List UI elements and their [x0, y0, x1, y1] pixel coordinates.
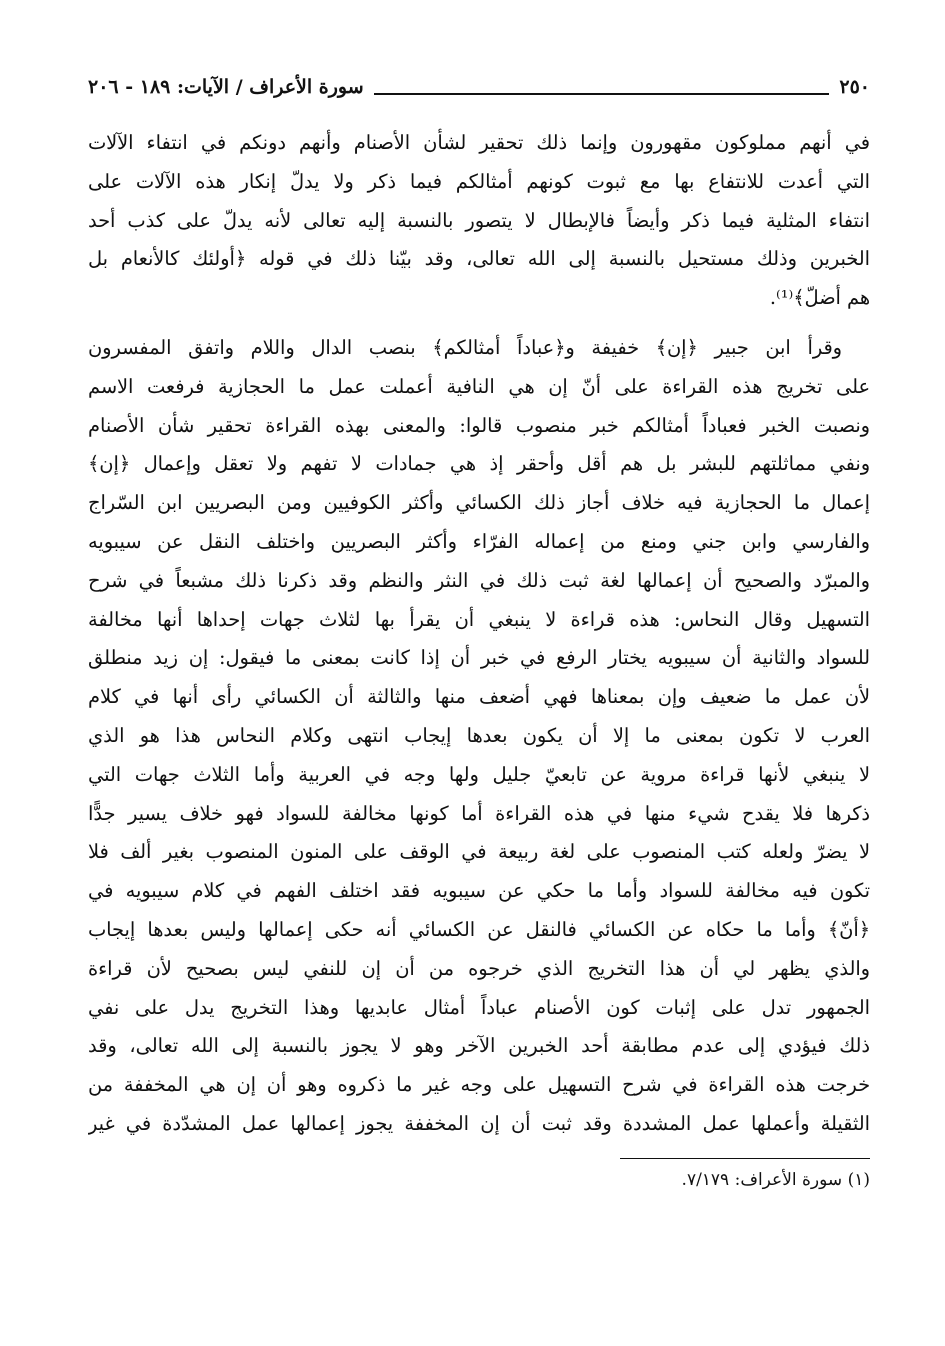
- text-line: في أنهم مملوكون مقهورون وإنما ذلك تحقير لشأن الأصنام وأنهم دونكم في انتفاء الآلات: [88, 131, 870, 154]
- text-line: والذي يظهر لي أن هذا التخريج الذي خرجوه من أن إن للنفي ليس بصحيح لأن قراءة: [88, 956, 870, 980]
- text-line: لأن عمل ما ضعيف وإن بمعناها فهي أضعف منها والثالثة أن الكسائي رأى أنها في كلام: [88, 685, 870, 709]
- text-line: إعمال ما الحجازية فيه خلاف أجاز ذلك الكسائي وأكثر الكوفيين ومن البصريين ابن السّراج: [88, 491, 870, 515]
- text-line: وقرأ ابن جبير ﴿إن﴾ خفيفة و﴿عباداً أمثالكم﴾ بنصب الدال واللام واتفق المفسرون: [88, 335, 842, 359]
- header-rule: [374, 93, 830, 95]
- footnote-rule: [620, 1158, 870, 1159]
- paragraph-2: [88, 329, 870, 1144]
- text-line: ﴿أنّ﴾ وأما ما حكاه عن الكسائي فالنقل عن الكسائي أنه حكى إعمالها وليس بعدها إيجاب: [88, 917, 870, 941]
- text-line: خرجت هذه القراءة في شرح التسهيل على وجه غير ما ذكروه وهو أن إن هي المخففة من: [88, 1073, 870, 1097]
- text-line: التي أعدت للانتفاع بها مع ثبوت كونهم أمثالكم فيما ذكر ولا يدلّ إنكار هذه الآلات على: [88, 169, 870, 193]
- text-line: هم أضلّ﴾⁽¹⁾.: [769, 286, 870, 310]
- text-line: ذكرها فلا يقدح شيء منها في هذه القراءة أما كونها مخالفة للسواد فهو خلاف يسير جدًّا: [88, 801, 870, 825]
- running-header: [88, 72, 870, 102]
- text-line: على تخريج هذه القراءة على أنّ إن هي النافية أعملت عمل ما الحجازية فرفعت الاسم: [88, 374, 870, 398]
- text-line: ونفي مماثلتهم للبشر بل هم أقل وأحقر إذ هي جمادات لا تفهم ولا تعقل وإعمال ﴿إن﴾: [88, 452, 870, 476]
- surah-title: سورة الأعراف / الآيات: ١٨٩ - ٢٠٦: [88, 76, 364, 98]
- text-line: انتفاء المثلية فيما ذكر وأيضاً فالإبطال لا يتصور بالنسبة إليه تعالى لأنه يدلّ على كذب أحد: [88, 208, 870, 232]
- text-line: الخبرين وذلك مستحيل بالنسبة إلى الله تعالى، وقد بيّنا ذلك في قوله ﴿أولئك كالأنعام بل: [88, 247, 870, 271]
- text-line: ذلك فيؤدي إلى عدم مطابقة أحد الخبرين الآخر وهو لا يجوز بالنسبة إلى الله تعالى، وقد: [88, 1034, 870, 1058]
- page: [88, 72, 870, 1195]
- text-line: العرب لا تكون بمعنى ما إلا أن يكون بعدها إيجاب انتهى وكلام النحاس هذا هو الذي: [88, 723, 870, 747]
- text-line: تكون فيه مخالفة للسواد وأما ما حكي عن سيبويه فقد اختلف الفهم في كلام سيبويه في: [88, 879, 870, 903]
- text-line: ونصبت الخبر فعباداً أمثالكم خبر منصوب قالوا: والمعنى بهذه القراءة تحقير شأن الأصنام: [88, 413, 870, 437]
- text-line: لا ينبغي لأنها قراءة مروية عن تابعيّ جليل ولها وجه في العربية وأما الثلاث جهات التي: [88, 762, 870, 786]
- paragraph-gap: [88, 318, 870, 329]
- text-line: الجمهور تدل على إثبات كون الأصنام عباداً أمثال عابديها وهذا التخريج يدل على نفي: [88, 995, 870, 1019]
- page-number: ٢٥٠: [839, 76, 870, 98]
- text-line: التسهيل وقال النحاس: هذه قراءة لا ينبغي أن يقرأ بها لثلاث جهات إحداها أنها مخالفة: [88, 607, 870, 631]
- text-line: والفارسي وابن جني ومنع من إعماله الفرّاء وأكثر البصريين واختلف النقل عن سيبويه: [88, 529, 870, 553]
- body-text: [88, 124, 870, 1144]
- footnote: (١) سورة الأعراف: ٧/١٧٩.: [681, 1169, 870, 1190]
- text-line: للسواد والثانية أن سيبويه يختار الرفع في خبر أن إذا كانت بمعنى ما فيقول: إن زيد منطلق: [88, 646, 870, 670]
- text-line: والمبرّد والصحيح أن إعمالها لغة ثبت ذلك في النثر والنظم وقد ذكرنا ذلك مشبعاً في شرح: [88, 568, 870, 592]
- text-line: لا يضرّ ولعله كتب المنصوب على لغة ربيعة في الوقف على المنون المنصوب بغير ألف فلا: [88, 840, 870, 864]
- text-line: الثقيلة وأعملها عمل المشددة وقد ثبت أن إن المخففة يجوز إعمالها عمل المشدّدة في غير: [88, 1111, 870, 1135]
- paragraph-1: [88, 124, 870, 318]
